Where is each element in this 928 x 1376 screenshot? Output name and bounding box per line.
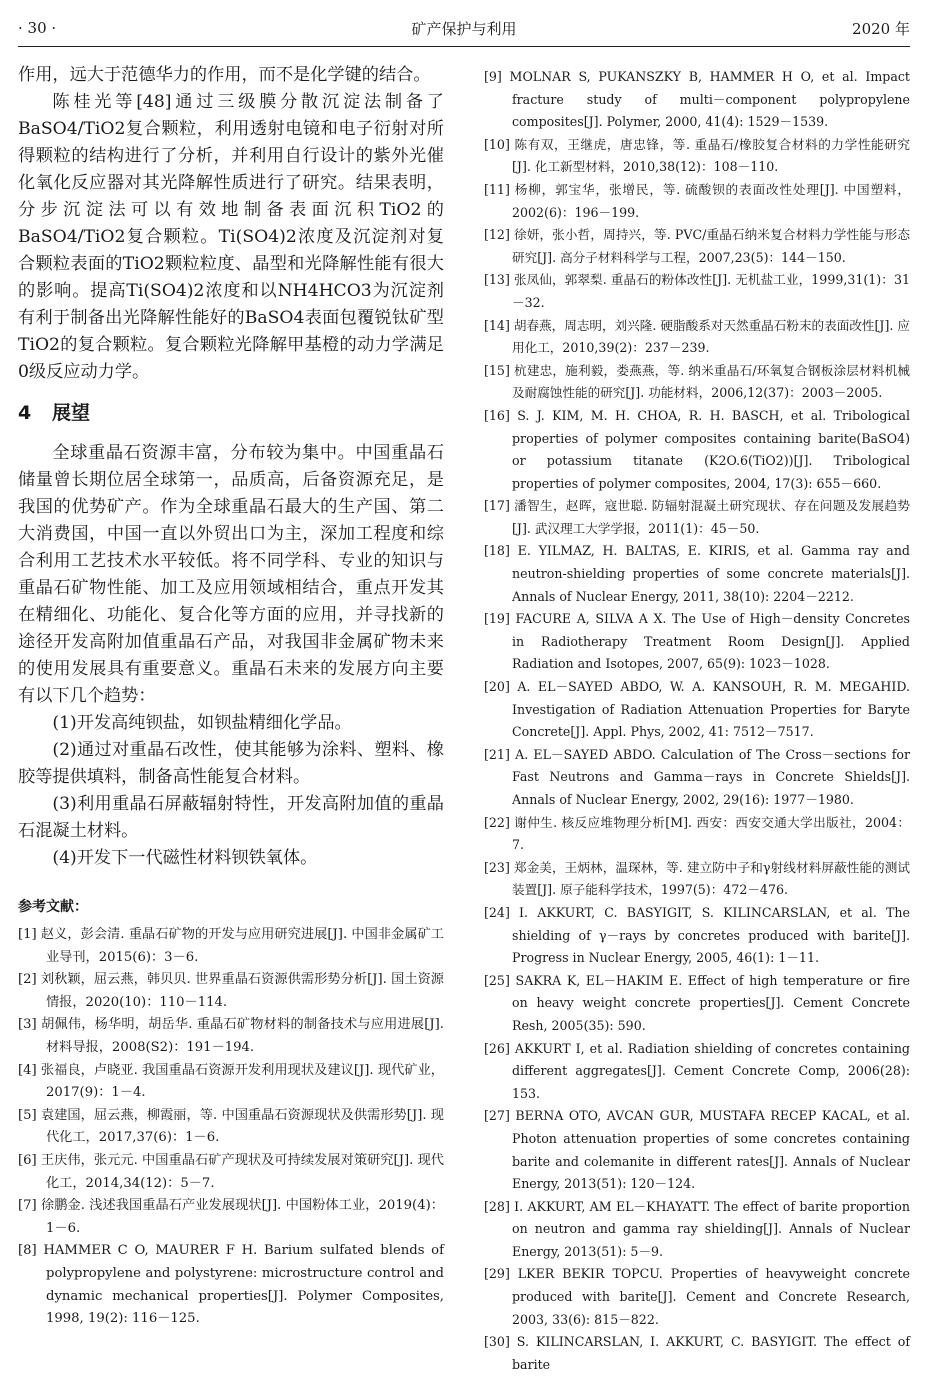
reference-item: [25] SAKRA K, EL－HAKIM E. Effect of high temperature or fire on heavy weight concrete properties[J]. Cement Concrete Resh, 2005(35): 590.: [484, 972, 910, 1033]
reference-item: [21] A. EL－SAYED ABDO. Calculation of The Cross－sections for Fast Neutrons and Gamma－rays in Concrete Shields[J]. Annals of Nuclear Energy, 2002, 29(16): 1977－1980.: [484, 746, 910, 807]
reference-item: [2] 刘秋颖，屈云燕，韩贝贝. 世界重晶石资源供需形势分析[J]. 国土资源情报，2020(10)：110－114.: [18, 972, 444, 1010]
page-header: [18, 10, 910, 47]
reference-item: [1] 赵义，彭会清. 重晶石矿物的开发与应用研究进展[J]. 中国非金属矿工业导刊，2015(6)：3－6.: [18, 927, 444, 965]
reference-item: [28] I. AKKURT, AM EL－KHAYATT. The effect of barite proportion on neutron and gamma ray shielding[J]. Annals of Nuclear Energy, 2013(51): 5－9.: [484, 1198, 910, 1259]
publication-year: 2020 年: [852, 19, 910, 38]
reference-item: [30] S. KILINCARSLAN, I. AKKURT, C. BASYIGIT. The effect of barite: [484, 1334, 910, 1372]
reference-item: [5] 袁建国，屈云燕，柳霞丽，等. 中国重晶石资源现状及供需形势[J]. 现代化工，2017,37(6)：1－6.: [18, 1107, 444, 1146]
trend-item: (1)开发高纯钡盐，如钡盐精细化学品。: [52, 713, 352, 733]
reference-item: [12] 徐妍，张小哲，周持兴，等. PVC/重晶石纳米复合材料力学性能与形态研究[J]. 高分子材料科学与工程，2007,23(5)：144－150.: [484, 227, 910, 265]
reference-item: [14] 胡春燕，周志明，刘兴隆. 硬脂酸系对天然重晶石粉末的表面改性[J]. 应用化工，2010,39(2)：237－239.: [484, 317, 910, 356]
trend-item: (3)利用重晶石屏蔽辐射特性，开发高附加值的重晶石混凝土材料。: [18, 794, 444, 841]
right-column: [484, 66, 910, 1376]
references-heading: 参考文献：: [18, 899, 88, 915]
reference-item: [9] MOLNAR S, PUKANSZKY B, HAMMER H O, et al. Impact fracture study of multi－component polypropylene composites[J]. Polymer, 2000, 41(4): 1529－1539.: [484, 69, 910, 130]
reference-item: [7] 徐鹏金. 浅述我国重晶石产业发展现状[J]. 中国粉体工业，2019(4)：1－6.: [18, 1198, 444, 1236]
paragraph-continuation: 作用，远大于范德华力的作用，而不是化学键的结合。: [18, 65, 431, 85]
reference-item: [29] LKER BEKIR TOPCU. Properties of heavyweight concrete produced with barite[J]. Cement and Concrete Research, 2003, 33(6): 815－822.: [484, 1266, 910, 1327]
reference-item: [16] S. J. KIM, M. H. CHOA, R. H. BASCH, et al. Tribological properties of polymer composites containing barite(BaSO4) or potassium titanate (K2O.6(TiO2))[J]. Tribological properties of polymer composites, 2004, 17(3): 655－660.: [484, 407, 910, 491]
reference-item: [27] BERNA OTO, AVCAN GUR, MUSTAFA RECEP KACAL, et al. Photon attenuation properties of some concretes containing barite and colemanite in different rates[J]. Annals of Nuclear Energy, 2013(51): 120－124.: [484, 1108, 910, 1192]
section-heading: [18, 400, 444, 426]
section-number: 4: [18, 402, 32, 424]
page-number: · 30 ·: [18, 19, 57, 37]
reference-item: [6] 王庆伟，张元元. 中国重晶石矿产现状及可持续发展对策研究[J]. 现代化工，2014,34(12)：5－7.: [18, 1152, 444, 1191]
reference-item: [4] 张福良，卢晓亚. 我国重晶石资源开发利用现状及建议[J]. 现代矿业，2017(9)：1－4.: [18, 1062, 444, 1101]
trend-item: (2)通过对重晶石改性，使其能够为涂料、塑料、橡胶等提供填料，制备高性能复合材料。: [18, 740, 444, 787]
paragraph-chen-study: 陈桂光等[48]通过三级膜分散沉淀法制备了BaSO4/TiO2复合颗粒，利用透射电镜和电子衍射对所得颗粒的结构进行了分析，并利用自行设计的紫外光催化氧化反应器对其光降解性质进行了研究。结果表明，分步沉淀法可以有效地制备表面沉积TiO2的BaSO4/TiO2复合颗粒。Ti(SO4)2浓度及沉淀剂对复合颗粒表面的TiO2颗粒粒度、晶型和光降解性能有很大的影响。提高Ti(SO4)2浓度和以NH4HCO3为沉淀剂有利于制备出光降解性能好的BaSO4表面包覆锐钛矿型TiO2的复合颗粒。复合颗粒光降解甲基橙的动力学满足0级反应动力学。: [18, 92, 444, 382]
reference-item: [10] 陈有双，王继虎，唐忠锋，等. 重晶石/橡胶复合材料的力学性能研究[J]. 化工新型材料，2010,38(12)：108－110.: [484, 136, 910, 175]
reference-item: [11] 杨柳，郭宝华，张增民，等. 硫酸钡的表面改性处理[J]. 中国塑料，2002(6)：196－199.: [484, 181, 910, 220]
reference-item: [3] 胡佩伟，杨华明，胡岳华. 重晶石矿物材料的制备技术与应用进展[J]. 材料导报，2008(S2)：191－194.: [18, 1017, 444, 1055]
reference-item: [13] 张凤仙，郭翠梨. 重晶石的粉体改性[J]. 无机盐工业，1999,31(1)：31－32.: [484, 272, 910, 310]
reference-item: [24] I. AKKURT, C. BASYIGIT, S. KILINCARSLAN, et al. The shielding of γ－rays by concretes produced with barite[J]. Progress in Nuclear Energy, 2005, 46(1): 1－11.: [484, 904, 910, 966]
reference-item: [17] 潘智生，赵晖，寇世聪. 防辐射混凝土研究现状、存在问题及发展趋势[J]. 武汉理工大学学报，2011(1)：45－50.: [484, 498, 910, 536]
reference-item: [18] E. YILMAZ, H. BALTAS, E. KIRIS, et al. Gamma ray and neutron-shielding properties of some concrete materials[J]. Annals of Nuclear Energy, 2011, 38(10): 2204－2212.: [484, 543, 910, 604]
trend-item: (4)开发下一代磁性材料钡铁氧体。: [52, 848, 318, 868]
left-column: [18, 62, 444, 1331]
reference-item: [8] HAMMER C O, MAURER F H. Barium sulfated blends of polypropylene and polystyrene: microstructure control and dynamic mechanical properties[J]. Polymer Composites, 1998, 19(2): 116－125.: [18, 1243, 444, 1327]
reference-item: [23] 郑金美，王炳林，温琛林，等. 建立防中子和γ射线材料屏蔽性能的测试装置[J]. 原子能科学技术，1997(5)：472－476.: [484, 859, 910, 898]
paragraph-outlook: 全球重晶石资源丰富，分布较为集中。中国重晶石储量曾长期位居全球第一，品质高，后备资源充足，是我国的优势矿产。作为全球重晶石最大的生产国、第二大消费国，中国一直以外贸出口为主，深加工程度和综合利用工艺技术水平较低。将不同学科、专业的知识与重晶石矿物性能、加工及应用领域相结合，重点开发其在精细化、功能化、复合化等方面的应用，并寻找新的途径开发高附加值重晶石产品，对我国非金属矿物未来的使用发展具有重要意义。重晶石未来的发展方向主要有以下几个趋势：: [18, 443, 444, 706]
reference-item: [19] FACURE A, SILVA A X. The Use of High－density Concretes in Radiotherapy Treatment Room Design[J]. Applied Radiation and Isotopes, 2007, 65(9): 1023－1028.: [484, 611, 910, 672]
reference-item: [22] 谢仲生. 核反应堆物理分析[M]. 西安：西安交通大学出版社，2004：7.: [484, 814, 910, 853]
reference-item: [26] AKKURT I, et al. Radiation shielding of concretes containing different aggregates[J]. Cement Concrete Comp, 2006(28): 153.: [484, 1040, 910, 1101]
reference-item: [20] A. EL－SAYED ABDO, W. A. KANSOUH, R. M. MEGAHID. Investigation of Radiation Attenuation Properties for Baryte Concrete[J]. Appl. Phys, 2002, 41: 7512－7517.: [484, 679, 910, 740]
reference-item: [15] 杭建忠，施利毅，娄燕燕，等. 纳米重晶石/环氧复合钢板涂层材料机械及耐腐蚀性能的研究[J]. 功能材料，2006,12(37)：2003－2005.: [484, 362, 910, 401]
journal-name: 矿产保护与利用: [411, 19, 517, 38]
section-title: 展望: [52, 402, 91, 424]
